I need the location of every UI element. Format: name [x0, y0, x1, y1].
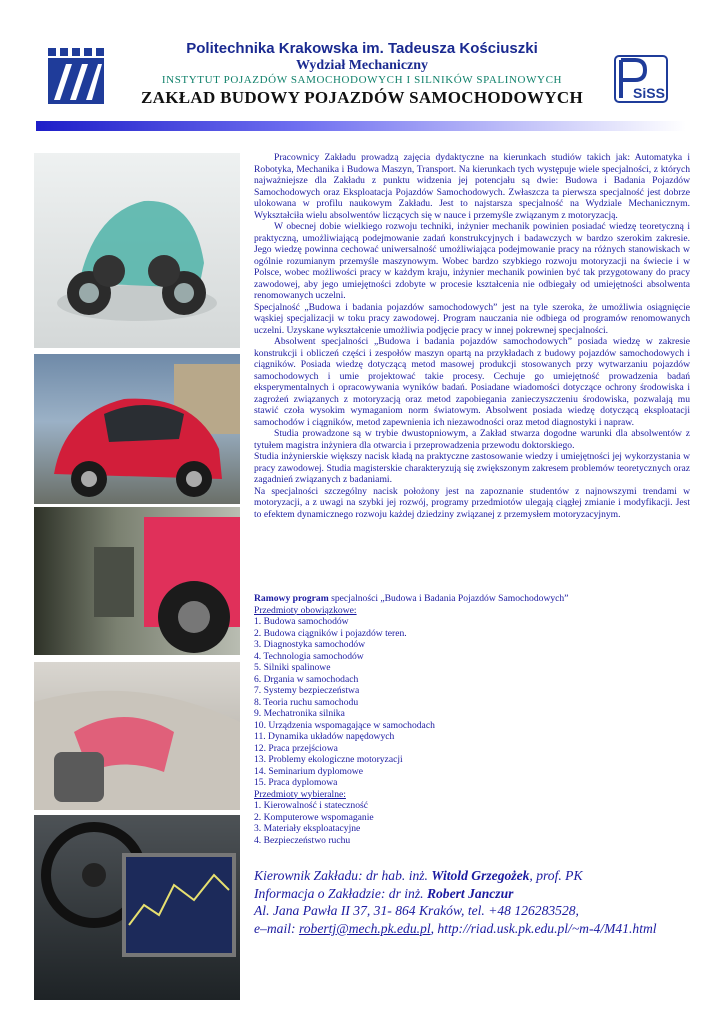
list-item: 4. Technologia samochodów — [254, 650, 364, 662]
mandatory-heading: Przedmioty obowiązkowe: — [254, 604, 357, 616]
email-line — [254, 920, 704, 938]
website-link[interactable]: http://riad.usk.pk.edu.pl/~m-4/M41.html — [437, 920, 657, 936]
paragraph-3: Specjalność „Budowa i badania pojazdów samochodowych” jest na tyle szeroka, że umożliwia osiągnięcie wąskiej specjalizacji w toku pracy zawodowej. Program nauczania nie odbiega od programów renomowanych uczelni. Uzyskane wykształcenie umożliwia podjęcie pracy w innej pokrewnej specjalności. — [254, 301, 690, 336]
photo-wheel-detail — [34, 507, 240, 655]
info-prefix: Informacja o Zakładzie: dr inż. — [254, 885, 427, 901]
url-separator: , — [430, 920, 438, 936]
photo-concept-car — [34, 153, 240, 348]
list-item: 11. Dynamika układów napędowych — [254, 731, 395, 742]
study-program — [254, 593, 690, 846]
university-name: Politechnika Krakowska im. Tadeusza Kościuszki — [186, 40, 538, 57]
list-item: 15. Praca dyplomowa — [254, 777, 338, 788]
list-item: 4. Bezpieczeństwo ruchu — [254, 834, 351, 846]
mandatory-list — [254, 616, 690, 789]
elective-list — [254, 800, 690, 846]
list-item: 12. Praca przejściowa — [254, 742, 338, 754]
head-prefix: Kierownik Zakładu: dr hab. inż. — [254, 868, 432, 883]
photo-red-car — [34, 354, 240, 504]
faculty-name: Wydział Mechaniczny — [295, 58, 429, 73]
email-link[interactable]: robertj@mech.pk.edu.pl — [298, 920, 431, 936]
head-suffix: , prof. PK — [529, 868, 583, 883]
department-title: ZAKŁAD BUDOWY POJAZDÓW SAMOCHODOWYCH — [141, 88, 583, 107]
list-item: 2. Budowa ciągników i pojazdów teren. — [254, 627, 407, 639]
header-rule — [36, 121, 686, 131]
list-item: 3. Diagnostyka samochodów — [254, 639, 366, 650]
institute-name: INSTYTUT POJAZDÓW SAMOCHODOWYCH I SILNIKÓW SPALINOWYCH — [161, 74, 563, 86]
program-title-rest: specjalności „Budowa i Badania Pojazdów Samochodowych” — [328, 593, 569, 604]
email-prefix: e–mail: — [254, 920, 299, 936]
list-item: 5. Silniki spalinowe — [254, 662, 331, 673]
photo-dashboard-laptop — [34, 815, 240, 1000]
list-item: 1. Kierowalność i stateczność — [254, 800, 369, 811]
description-text — [254, 152, 690, 520]
head-line — [254, 867, 704, 885]
paragraph-1: Pracownicy Zakładu prowadzą zajęcia dydaktyczne na kierunkach studiów takich jak: Automatyka i Robotyka, Mechanika i Budowa Maszyn, Transport. Na kierunkach tych występuje wiele specjalności, z których najważniejsze dla Zakładu z punktu widzenia jej potencjału są dwie: Budowa i Badania Pojazdów Samochodowych oraz Eksploatacja Pojazdów Samochodowych. Zwłaszcza ta pierwsza specjalność jest dobrze ulokowana w profilu naukowym Zakładu. Jest to najstarsza specjalność na Wydziale Mechanicznym. Wykształciła wielu absolwentów liczących się w nauce i przemyśle związanym z motoryzacją. — [254, 152, 690, 221]
list-item: 13. Problemy ekologiczne motoryzacji — [254, 754, 403, 765]
list-item: 14. Seminarium dyplomowe — [254, 765, 363, 777]
list-item: 7. Systemy bezpieczeństwa — [254, 685, 360, 696]
program-title-bold: Ramowy program — [254, 593, 329, 604]
list-item: 1. Budowa samochodów — [254, 616, 349, 627]
photo-car-interior — [34, 662, 240, 810]
address-line: Al. Jana Pawła II 37, 31- 864 Kraków, tel. +48 126283528, — [254, 903, 579, 919]
list-item: 6. Drgania w samochodach — [254, 673, 359, 685]
institute-logo-text: SiSS — [633, 85, 665, 101]
paragraph-5: Studia prowadzone są w trybie dwustopniowym, a Zakład stwarza dogodne warunki dla absolwentów z tytułem magistra inżyniera dla otwarcia i przeprowadzenia przewodu doktorskiego. — [254, 428, 690, 451]
contact-footer — [254, 867, 704, 937]
paragraph-7: Na specjalności szczególny nacisk położony jest na zapoznanie studentów z najnowszymi trendami w motoryzacji, a z uwagi na szybki jej rozwój, programy przedmiotów ulegają ciągłej zmianie i modyfikacji. Jest to efektem dynamicznego rozwoju każdej dziedziny związanej z przemysłem motoryzacyjnym. — [254, 485, 690, 520]
paragraph-4: Absolwent specjalności „Budowa i badania pojazdów samochodowych” posiada wiedzę w zakresie konstrukcji i obliczeń części i zespołów maszyn opartą na przykładach z budowy pojazdów samochodowych i ciągników. Posiada wiedzę dotyczącą metod masowej produkcji stosowanych przy wytwarzaniu pojazdów samochodowych i umie projektować takie procesy. Cechuje go umiejętność prowadzenia badań eksperymentalnych i opracowywania wyników badań. Posiadane wiadomości dotyczące ochrony środowiska i zagrożeń związanych z motoryzacją oraz metod zapobiegania zanieczyszczeniu środowiska, pozwalają mu stawić czoła wysokim wymaganiom norm światowym. Absolwent posiada wiedzę dotyczącą eksploatacji samochodów i ciągników, metod zapewnienia ich niezawodności oraz metod diagnostyki i napraw. — [254, 336, 690, 428]
head-name: Witold Grzegożek — [431, 868, 530, 883]
list-item: 3. Materiały eksploatacyjne — [254, 823, 361, 834]
paragraph-2: W obecnej dobie wielkiego rozwoju techniki, inżynier mechanik powinien posiadać wiedzę teoretyczną i praktyczną, umożliwiającą podejmowanie zadań konstrukcyjnych i badawczych w bardzo szerokim zakresie. Jego wiedzę powinna cechować uniwersalność umożliwiająca podejmowanie pracy na różnych stanowiskach w ogólnie rozumianym przemyśle maszynowym. Wobec bardzo szybkiego rozwoju motoryzacji na świecie i w Polsce, wobec możliwości pracy w każdym kraju, inżynier mechanik powinien być tak przygotowany do pracy zawodowej, aby jego umiejętności zdobyte w procesie kształcenia nie odbiegały od umiejętności absolwenta renomowanych uczelni. — [254, 221, 690, 301]
paragraph-6: Studia inżynierskie większy nacisk kładą na praktyczne zastosowanie wiedzy i umiejętności jej wykorzystania w pracy zawodowej. Studia magisterskie charakteryzują się zwiększonym zakresem problemów teoretycznych oraz zagadnień związanych z badaniami. — [254, 451, 690, 485]
elective-heading: Przedmioty wybieralne: — [254, 788, 346, 800]
list-item: 2. Komputerowe wspomaganie — [254, 811, 374, 823]
list-item: 10. Urządzenia wspomagające w samochodach — [254, 719, 435, 731]
list-item: 8. Teoria ruchu samochodu — [254, 696, 359, 708]
info-line — [254, 885, 704, 903]
info-name: Robert Janczur — [426, 885, 514, 901]
list-item: 9. Mechatronika silnika — [254, 708, 345, 719]
program-title — [254, 593, 690, 605]
